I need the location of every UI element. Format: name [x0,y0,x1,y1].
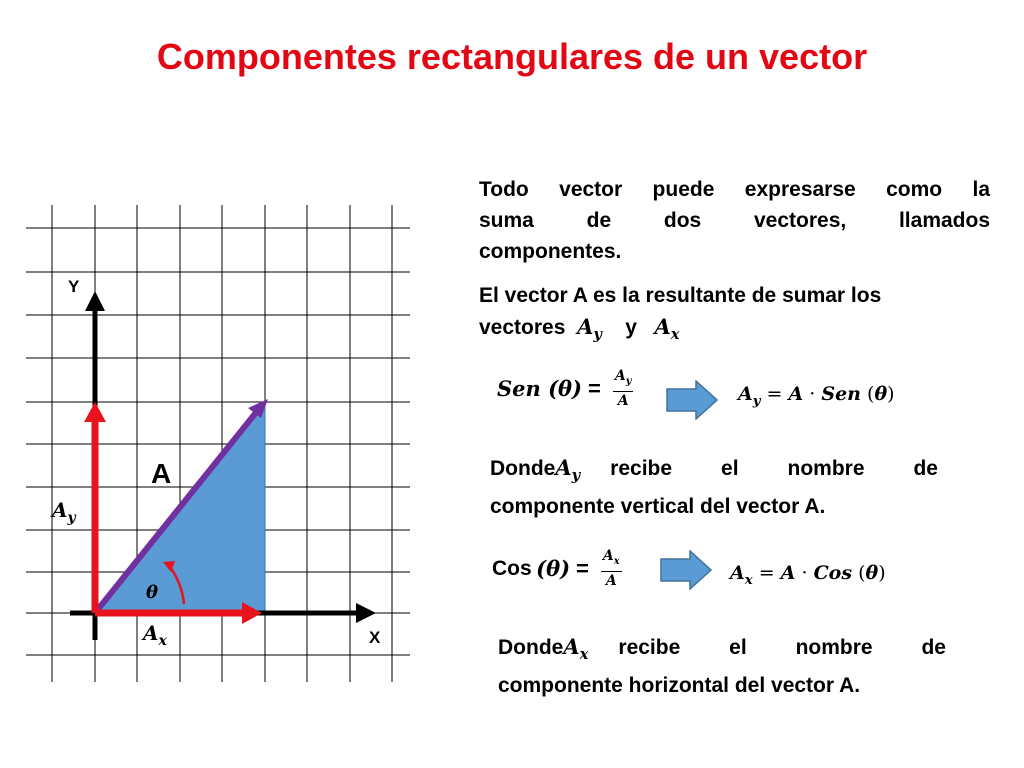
resultant-ax-symbol: $A_x$ [654,314,680,344]
y-axis-label: Y [68,277,80,296]
sin-result: $A_y = A$ · Sen (θ) [738,383,895,409]
intro-line-1: Todo vector puede expresarse como la [479,178,990,201]
horizontal-note-rest: recibe el nombre de [618,636,946,659]
sin-fraction [613,368,634,409]
cos-word: Cos [492,556,532,580]
horizontal-note-line-1 [498,631,946,670]
vertical-note-line-2: componente vertical del vector A. [490,495,826,519]
sin-formula-rhs [738,383,895,409]
sin-numerator: $A_y$ [614,368,632,387]
vector-a-label: A [151,458,172,489]
cos-formula-lhs [492,548,628,589]
vertical-note-rest: recibe el nombre de [610,457,938,480]
vertical-note-line-1 [490,452,938,491]
ay-arrowhead [84,402,106,422]
intro-line-2: suma de dos vectores, llamados [479,209,990,232]
cos-result: $A_x = A$ · Cos (θ) [730,562,886,588]
resultant-paragraph [479,280,979,350]
resultant-line-1: El vector A es la resultante de sumar los [479,284,882,307]
cos-flow-arrow [660,550,712,590]
resultant-prefix: vectores [479,316,566,339]
horizontal-note-symbol: $A_x$ [563,634,589,664]
ay-label: $A_y$ [52,498,76,526]
cos-numerator: $A_x$ [602,548,620,567]
vertical-note-donde: Donde [490,457,556,480]
cos-denominator: A [605,573,617,590]
x-axis-label: X [369,628,381,647]
slide-title: Componentes rectangulares de un vector [156,36,868,77]
sin-fraction-bar [613,391,634,393]
horizontal-note [498,631,946,701]
cos-formula-rhs [730,562,886,588]
sin-formula-lhs [497,368,639,409]
sin-denominator: A [617,393,629,410]
cos-fraction-bar [601,571,622,573]
horizontal-note-donde: Donde [498,636,564,659]
resultant-line-2 [479,311,979,350]
theta-label: θ [146,582,159,603]
cos-arg: (θ) [536,556,571,582]
resultant-ay-symbol: $A_y$ [577,314,602,344]
sin-flow-arrow [666,380,718,420]
y-axis-arrowhead [85,291,105,311]
cos-equals: = [576,555,589,581]
vertical-note [490,452,938,522]
resultant-connector: y [625,316,637,339]
vertical-note-symbol: $A_y$ [555,455,581,485]
intro-line-3: componentes. [479,240,622,263]
intro-paragraph [479,174,990,267]
sin-lhs: Sen (θ) [497,376,582,402]
ax-label: $A_x$ [143,621,167,649]
sin-equals: = [587,375,601,401]
horizontal-note-line-2: componente horizontal del vector A. [498,674,861,698]
cos-fraction [601,548,622,589]
x-axis-arrowhead [356,603,376,623]
